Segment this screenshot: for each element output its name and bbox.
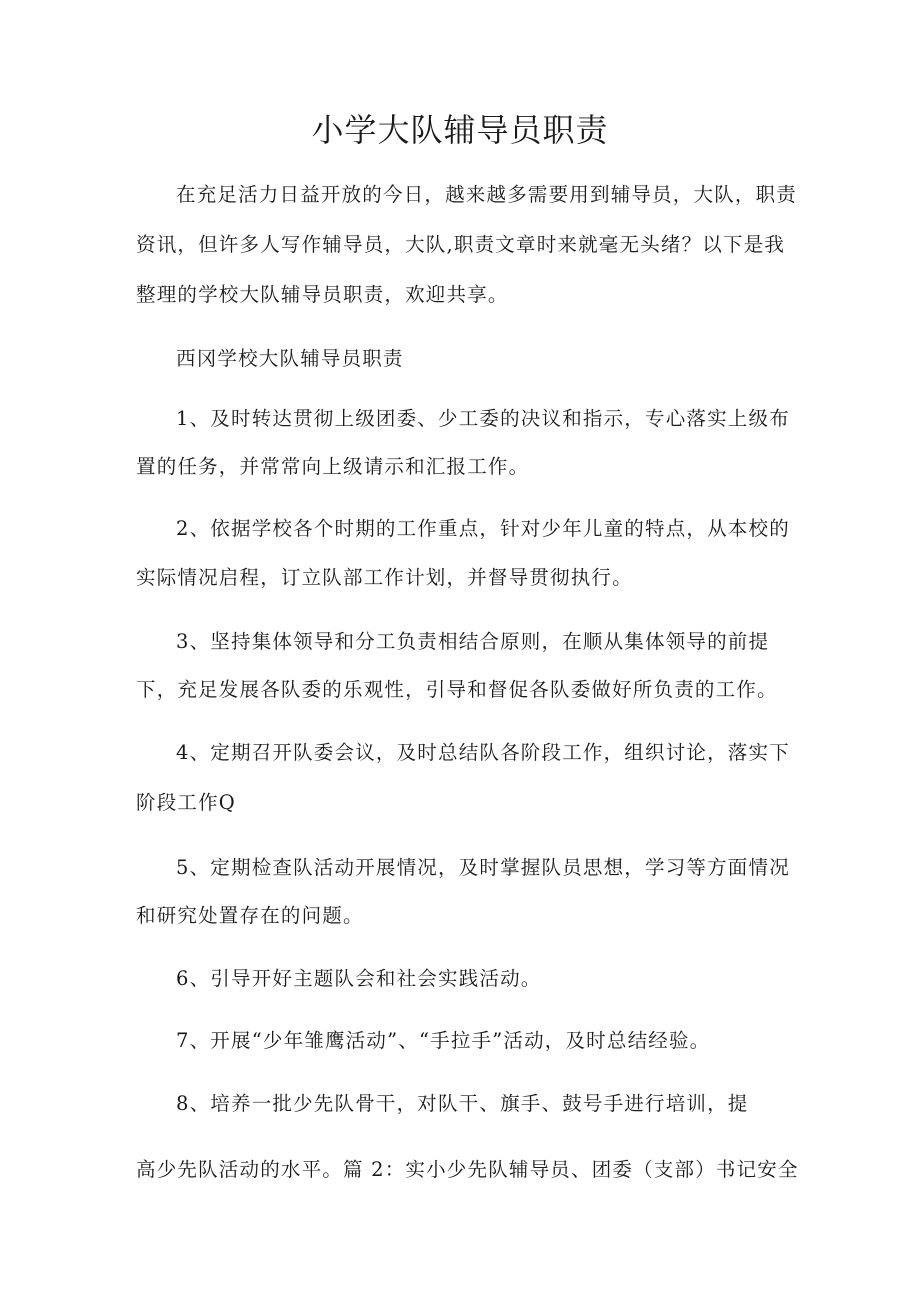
list-item: 6、引导开好主题队会和社会实践活动。 (176, 967, 542, 990)
list-item-continuation: 置的任务，并常常向上级请示和汇报工作。 (136, 455, 530, 478)
intro-line: 在充足活力日益开放的今日，越来越多需要用到辅导员，大队，职责 (176, 183, 798, 206)
section-subtitle: 西冈学校大队辅导员职责 (176, 347, 404, 370)
intro-line: 整理的学校大队辅导员职责，欢迎共享。 (136, 283, 509, 306)
list-item: 2、依据学校各个时期的工作重点，针对少年儿童的特点，从本校的 (176, 517, 790, 540)
list-item: 5、定期检查队活动开展情况，及时掌握队员思想，学习等方面情况 (176, 856, 790, 879)
list-item-continuation: 高少先队活动的水平。篇 2：实小少先队辅导员、团委（支部）书记安全 (136, 1158, 799, 1181)
list-item-continuation: 实际情况启程，订立队部工作计划，并督导贯彻执行。 (136, 566, 633, 589)
list-item: 4、定期召开队委会议，及时总结队各阶段工作，组织讨论，落实下 (176, 741, 790, 764)
list-item: 3、坚持集体领导和分工负责相结合原则，在顺从集体领导的前提 (176, 630, 770, 653)
list-item: 8、培养一批少先队骨干，对队干、旗手、鼓号手进行培训，提 (176, 1092, 749, 1115)
list-item-continuation: 下，充足发展各队委的乐观性，引导和督促各队委做好所负责的工作。 (136, 678, 778, 701)
list-item: 7、开展“少年雏鹰活动”、“手拉手”活动，及时总结经验。 (176, 1029, 711, 1052)
document-title: 小学大队辅导员职责 (311, 111, 609, 149)
list-item-continuation: 阶段工作Q (136, 791, 236, 814)
list-item: 1、及时转达贯彻上级团委、少工委的决议和指示，专心落实上级布 (176, 407, 790, 430)
list-item-continuation: 和研究处置存在的问题。 (136, 904, 364, 927)
intro-line: 资讯，但许多人写作辅导员，大队,职责文章时来就毫无头绪？以下是我 (136, 233, 786, 256)
